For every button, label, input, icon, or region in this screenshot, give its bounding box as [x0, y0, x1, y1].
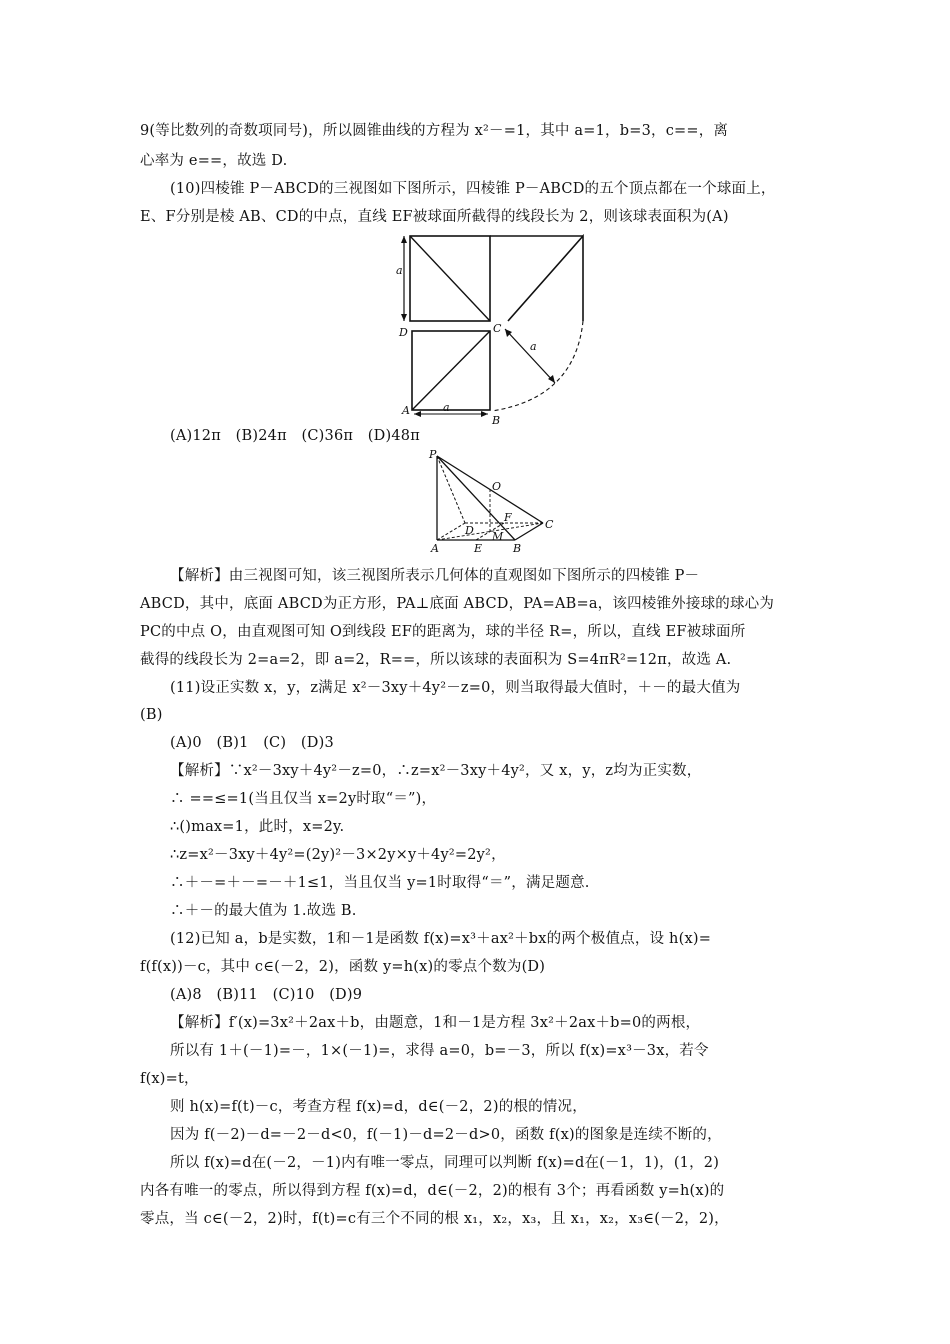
- text-line: ∴ ==≤=1(当且仅当 x=2y时取“＝”)，: [170, 791, 437, 807]
- text-line: 心率为 e==，故选 D.: [140, 153, 288, 169]
- text-line: 则 h(x)=f(t)－c，考查方程 f(x)=d，d∈(－2，2)的根的情况，: [170, 1099, 587, 1115]
- label-a-arc: a: [530, 340, 537, 353]
- label-P: P: [429, 448, 437, 461]
- text-line: 【解析】f′(x)=3x²＋2ax＋b，由题意，1和－1是方程 3x²＋2ax＋b=0的两根，: [170, 1015, 701, 1031]
- label-D: D: [465, 524, 474, 537]
- label-A: A: [402, 404, 410, 417]
- text-line: (11)设正实数 x，y，z满足 x²－3xy＋4y²－z=0，则当取得最大值时，＋－的最大值为: [170, 680, 741, 696]
- text-line: (12)已知 a，b是实数，1和－1是函数 f(x)=x³＋ax²＋bx的两个极值点，设 h(x)=: [170, 931, 712, 947]
- three-view-figure: [390, 228, 620, 428]
- options-11: (A)0 (B)1 (C) (D)3: [170, 735, 334, 751]
- text-line: (B): [140, 707, 163, 723]
- side-view: [508, 236, 583, 321]
- text-line: 内各有唯一的零点，所以得到方程 f(x)=d，d∈(－2，2)的根有 3个；再看函数 y=h(x)的: [140, 1183, 725, 1199]
- text-line: ABCD，其中，底面 ABCD为正方形，PA⊥底面 ABCD，PA=AB=a，该四棱锥外接球的球心为: [140, 596, 775, 612]
- label-A: A: [431, 542, 439, 555]
- label-C: C: [545, 518, 554, 531]
- options-12: (A)8 (B)11 (C)10 (D)9: [170, 987, 363, 1003]
- label-D: D: [399, 326, 408, 339]
- text-line: ∴＋－=＋－=－＋1≤1，当且仅当 y=1时取得“＝”，满足题意.: [170, 875, 590, 891]
- text-line: 【解析】∵x²－3xy＋4y²－z=0，∴z=x²－3xy＋4y²，又 x，y，z均为正实数，: [170, 763, 702, 779]
- pyramid-figure: [425, 448, 565, 556]
- text-line: f(x)=t，: [140, 1071, 199, 1087]
- text-line: 零点，当 c∈(－2，2)时，f(t)=c有三个不同的根 x₁，x₂，x₃，且 x₁，x₂，x₃∈(－2，2)，: [140, 1211, 729, 1227]
- label-O: O: [492, 480, 502, 493]
- text-line: 所以 f(x)=d在(－2，－1)内有唯一零点，同理可以判断 f(x)=d在(－1，1)，(1，2): [170, 1155, 720, 1171]
- text-line: 因为 f(－2)－d=－2－d<0，f(－1)－d=2－d>0，函数 f(x)的图象是连续不断的，: [170, 1127, 722, 1143]
- text-line: 9(等比数列的奇数项同号)，所以圆锥曲线的方程为 x²－=1，其中 a=1，b=3，c==，离: [140, 123, 729, 139]
- label-B: B: [513, 542, 522, 555]
- text-line: ∴()max=1，此时，x=2y.: [170, 819, 345, 835]
- label-F: F: [504, 511, 512, 524]
- text-line: ∴z=x²－3xy＋4y²=(2y)²－3×2y×y＋4y²=2y²，: [170, 847, 506, 863]
- label-E: E: [474, 542, 483, 555]
- text-line: f(f(x))－c，其中 c∈(－2，2)，函数 y=h(x)的零点个数为(D): [140, 959, 546, 975]
- text-line: PC的中点 O，由直观图可知 O到线段 EF的距离为，球的半径 R=，所以，直线 EF被球面所: [140, 624, 746, 640]
- label-a-left: a: [396, 264, 403, 277]
- label-C: C: [493, 322, 502, 335]
- text-line: (10)四棱锥 P－ABCD的三视图如下图所示，四棱锥 P－ABCD的五个顶点都在一个球面上，: [170, 181, 776, 197]
- text-line: 【解析】由三视图可知，该三视图所表示几何体的直观图如下图所示的四棱锥 P－: [170, 568, 700, 584]
- label-B: B: [492, 414, 501, 427]
- options-10: (A)12π (B)24π (C)36π (D)48π: [170, 428, 420, 444]
- label-M: M: [492, 530, 504, 543]
- text-line: 截得的线段长为 2=a=2，即 a=2，R==，所以该球的表面积为 S=4πR²=12π，故选 A.: [140, 652, 732, 668]
- text-line: E、F分别是棱 AB、CD的中点，直线 EF被球面所截得的线段长为 2，则该球表面积为(A): [140, 209, 729, 225]
- text-line: ∴＋－的最大值为 1.故选 B.: [170, 903, 357, 919]
- text-line: 所以有 1＋(－1)=－，1×(－1)=，求得 a=0，b=－3，所以 f(x)=x³－3x，若令: [170, 1043, 709, 1059]
- label-a-bottom: a: [443, 401, 450, 414]
